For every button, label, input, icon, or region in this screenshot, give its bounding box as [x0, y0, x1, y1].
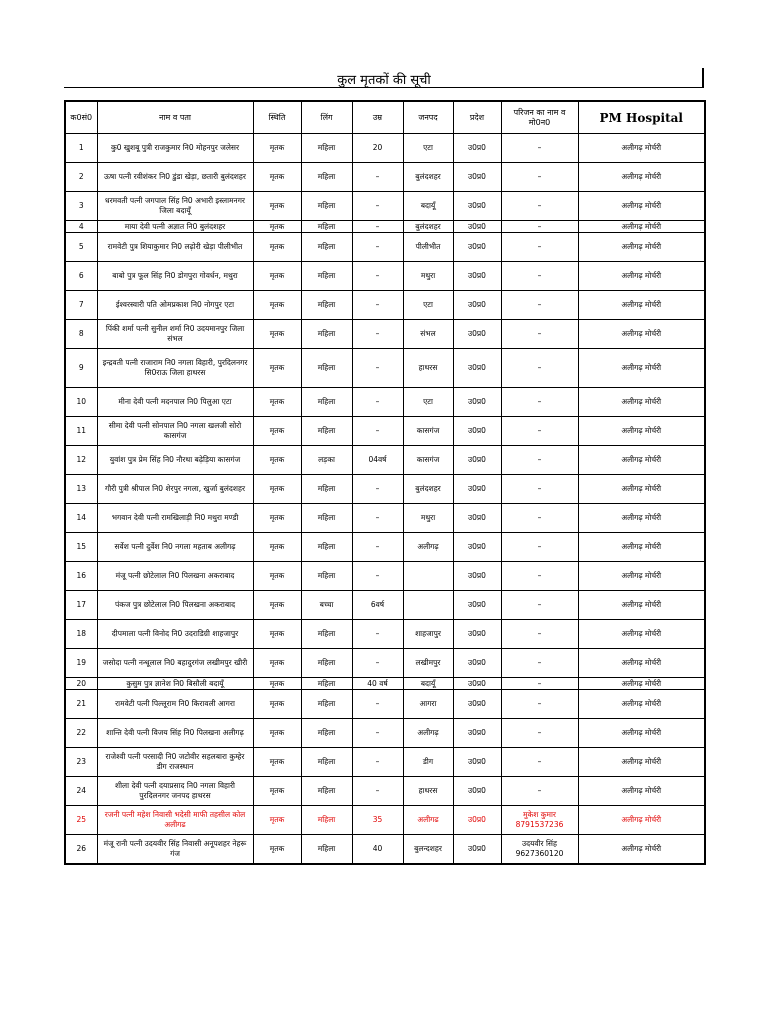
table-row: [65, 221, 705, 233]
row-serial: 18: [65, 620, 97, 649]
row-district: अलीगढ़: [403, 533, 453, 562]
row-serial: 21: [65, 690, 97, 719]
row-age: –: [352, 690, 403, 719]
row-status: मृतक: [253, 262, 301, 291]
table-row: [65, 504, 705, 533]
header-pm-hospital: PM Hospital: [578, 101, 705, 134]
row-gender: महिला: [301, 163, 352, 192]
row-district: बदायूँ: [403, 192, 453, 221]
row-kin: –: [501, 690, 578, 719]
row-age: –: [352, 562, 403, 591]
row-serial: 10: [65, 388, 97, 417]
row-kin: –: [501, 417, 578, 446]
row-serial: 2: [65, 163, 97, 192]
row-district: [403, 591, 453, 620]
row-hospital: अलीगढ़ मोर्चरी: [578, 504, 705, 533]
row-name-address: मंजू पत्नी छोटेलाल नि0 पिलखना अकराबाद: [97, 562, 253, 591]
list-title-bar: [64, 68, 704, 88]
row-kin: –: [501, 504, 578, 533]
row-serial: 9: [65, 349, 97, 388]
row-gender: महिला: [301, 262, 352, 291]
row-gender: महिला: [301, 562, 352, 591]
row-status: मृतक: [253, 221, 301, 233]
row-name-address: शान्ति देवी पत्नी विजय सिंह नि0 पिलखना अलीगढ़: [97, 719, 253, 748]
row-hospital: अलीगढ़ मोर्चरी: [578, 417, 705, 446]
row-kin: –: [501, 192, 578, 221]
table-row: [65, 591, 705, 620]
row-hospital: अलीगढ़ मोर्चरी: [578, 163, 705, 192]
row-serial: 23: [65, 748, 97, 777]
row-state: उ0प्र0: [453, 620, 501, 649]
row-kin: –: [501, 349, 578, 388]
row-district: एटा: [403, 134, 453, 163]
row-district: बुलंदशहर: [403, 221, 453, 233]
row-name-address: मीना देवी पत्नी मदनपाल नि0 पिलुआ एटा: [97, 388, 253, 417]
row-name-address: ईश्वरस्वारी पति ओमप्रकाश नि0 नोगपुर एटा: [97, 291, 253, 320]
row-state: उ0प्र0: [453, 388, 501, 417]
table-row: [65, 349, 705, 388]
header-kin: परिजन का नाम व मो0न0: [501, 101, 578, 134]
table-row: [65, 262, 705, 291]
row-gender: महिला: [301, 748, 352, 777]
row-name-address: जसोदा पत्नी नन्धूलाल नि0 बहादुरगंज लखीमपुर खीरी: [97, 649, 253, 678]
row-state: उ0प्र0: [453, 562, 501, 591]
row-status: मृतक: [253, 591, 301, 620]
row-name-address: रजनी पत्नी महेश निवासी भदेसी माफी तहसील कोल अलीगढ: [97, 806, 253, 835]
row-name-address: दीपमाला पत्नी विनोद नि0 उदराडिग्री शाहजापुर: [97, 620, 253, 649]
row-age: –: [352, 504, 403, 533]
row-name-address: युवांश पुत्र प्रेम सिंह नि0 नौरथा बढ़ेड़िया कासगंज: [97, 446, 253, 475]
row-status: मृतक: [253, 806, 301, 835]
table-row: [65, 806, 705, 835]
row-status: मृतक: [253, 690, 301, 719]
row-name-address: ऊषा पत्नी रवीशंकर नि0 डुंडा खेड़ा, छतारी बुलंदशहर: [97, 163, 253, 192]
row-state: उ0प्र0: [453, 262, 501, 291]
row-serial: 16: [65, 562, 97, 591]
row-serial: 26: [65, 835, 97, 865]
row-serial: 1: [65, 134, 97, 163]
row-age: 40: [352, 835, 403, 865]
row-district: एटा: [403, 291, 453, 320]
row-status: मृतक: [253, 777, 301, 806]
row-kin: –: [501, 649, 578, 678]
row-status: मृतक: [253, 134, 301, 163]
row-district: एटा: [403, 388, 453, 417]
row-state: उ0प्र0: [453, 417, 501, 446]
row-gender: महिला: [301, 533, 352, 562]
row-hospital: अलीगढ़ मोर्चरी: [578, 806, 705, 835]
row-status: मृतक: [253, 562, 301, 591]
table-row: [65, 417, 705, 446]
row-name-address: गौरी पुत्री श्रीपाल नि0 शेरपुर नगला, खुर्जा बुलंदशहर: [97, 475, 253, 504]
row-status: मृतक: [253, 192, 301, 221]
row-gender: महिला: [301, 835, 352, 865]
row-district: बुलन्दशहर: [403, 835, 453, 865]
row-age: –: [352, 620, 403, 649]
row-district: मथुरा: [403, 262, 453, 291]
row-name-address: भगवान देवी पत्नी रामखिलाड़ी नि0 मथुरा मण्डी: [97, 504, 253, 533]
row-serial: 13: [65, 475, 97, 504]
row-name-address: माया देवी पत्नी अज्ञात नि0 बुलंदशहर: [97, 221, 253, 233]
row-state: उ0प्र0: [453, 192, 501, 221]
row-name-address: सीमा देवी पत्नी सोनपाल नि0 नगला खलजी सोरो कासगंज: [97, 417, 253, 446]
row-age: –: [352, 649, 403, 678]
row-district: मथुरा: [403, 504, 453, 533]
row-name-address: कु0 खुशबू पुत्री राजकुमार नि0 मोहनपुर जलेसर: [97, 134, 253, 163]
row-hospital: अलीगढ़ मोर्चरी: [578, 388, 705, 417]
row-kin: –: [501, 262, 578, 291]
row-hospital: अलीगढ़ मोर्चरी: [578, 835, 705, 865]
row-hospital: अलीगढ़ मोर्चरी: [578, 221, 705, 233]
row-serial: 7: [65, 291, 97, 320]
row-age: –: [352, 533, 403, 562]
row-name-address: पिंकी शर्मा पत्नी सुनील शर्मा नि0 उदयमानपुर जिला संभल: [97, 320, 253, 349]
row-name-address: रामवेटी पुत्र शियाकुमार नि0 लढ़ोरी खेड़ा पीलीभीत: [97, 233, 253, 262]
row-status: मृतक: [253, 835, 301, 865]
row-state: उ0प्र0: [453, 291, 501, 320]
row-status: मृतक: [253, 475, 301, 504]
row-status: मृतक: [253, 678, 301, 690]
row-gender: महिला: [301, 134, 352, 163]
row-district: अलीगढ: [403, 806, 453, 835]
row-state: उ0प्र0: [453, 748, 501, 777]
row-age: 40 वर्ष: [352, 678, 403, 690]
row-kin: –: [501, 748, 578, 777]
row-age: –: [352, 163, 403, 192]
row-kin: उदयवीर सिंह 9627360120: [501, 835, 578, 865]
row-kin: –: [501, 446, 578, 475]
row-name-address: बाबो पुत्र फूल सिंह नि0 डोगपुरा गोवर्धन, मथुरा: [97, 262, 253, 291]
table-row: [65, 562, 705, 591]
row-status: मृतक: [253, 649, 301, 678]
row-age: –: [352, 262, 403, 291]
row-district: शाहजापुर: [403, 620, 453, 649]
row-district: डीग: [403, 748, 453, 777]
row-district: बुलंदशहर: [403, 163, 453, 192]
row-state: उ0प्र0: [453, 649, 501, 678]
row-hospital: अलीगढ़ मोर्चरी: [578, 719, 705, 748]
row-gender: महिला: [301, 388, 352, 417]
row-name-address: राजेश्वी पत्नी परसादी नि0 जटोवीर सहलबारा कुम्हेर डीग राजस्थान: [97, 748, 253, 777]
row-gender: महिला: [301, 620, 352, 649]
row-hospital: अलीगढ़ मोर्चरी: [578, 291, 705, 320]
row-kin: –: [501, 163, 578, 192]
row-age: –: [352, 748, 403, 777]
row-state: उ0प्र0: [453, 221, 501, 233]
table-row: [65, 134, 705, 163]
row-state: उ0प्र0: [453, 320, 501, 349]
row-kin: –: [501, 620, 578, 649]
row-serial: 22: [65, 719, 97, 748]
row-age: –: [352, 388, 403, 417]
row-district: संभल: [403, 320, 453, 349]
row-serial: 8: [65, 320, 97, 349]
table-row: [65, 291, 705, 320]
row-serial: 14: [65, 504, 97, 533]
row-gender: महिला: [301, 504, 352, 533]
table-row: [65, 388, 705, 417]
row-state: उ0प्र0: [453, 504, 501, 533]
row-gender: लड़का: [301, 446, 352, 475]
row-hospital: अलीगढ़ मोर्चरी: [578, 748, 705, 777]
row-serial: 4: [65, 221, 97, 233]
row-gender: महिला: [301, 349, 352, 388]
row-state: उ0प्र0: [453, 475, 501, 504]
row-name-address: पंकज पुत्र छोटेलाल नि0 पिलखना अकराबाद: [97, 591, 253, 620]
row-district: [403, 562, 453, 591]
row-district: हाथरस: [403, 777, 453, 806]
row-kin: –: [501, 291, 578, 320]
row-serial: 20: [65, 678, 97, 690]
row-district: अलीगढ़: [403, 719, 453, 748]
row-gender: महिला: [301, 475, 352, 504]
row-gender: महिला: [301, 719, 352, 748]
row-name-address: इन्द्रवती पत्नी राजाराम नि0 नगला विहारी, पुरदिलनगर सि0राऊ जिला हाथरस: [97, 349, 253, 388]
row-age: –: [352, 349, 403, 388]
header-serial: क0सं0: [65, 101, 97, 134]
row-state: उ0प्र0: [453, 134, 501, 163]
row-hospital: अलीगढ़ मोर्चरी: [578, 475, 705, 504]
row-district: पीलीभीत: [403, 233, 453, 262]
row-age: –: [352, 233, 403, 262]
row-hospital: अलीगढ़ मोर्चरी: [578, 620, 705, 649]
row-status: मृतक: [253, 446, 301, 475]
row-name-address: रामवेटी पत्नी पिल्लूराम नि0 किरावली आगरा: [97, 690, 253, 719]
row-gender: महिला: [301, 221, 352, 233]
row-kin: –: [501, 320, 578, 349]
row-state: उ0प्र0: [453, 777, 501, 806]
row-district: कासगंज: [403, 446, 453, 475]
table-row: [65, 192, 705, 221]
header-status: स्थिति: [253, 101, 301, 134]
row-state: उ0प्र0: [453, 446, 501, 475]
row-hospital: अलीगढ़ मोर्चरी: [578, 690, 705, 719]
row-serial: 19: [65, 649, 97, 678]
table-row: [65, 475, 705, 504]
row-status: मृतक: [253, 320, 301, 349]
table-row: [65, 777, 705, 806]
row-age: –: [352, 192, 403, 221]
row-serial: 25: [65, 806, 97, 835]
row-serial: 24: [65, 777, 97, 806]
row-hospital: अलीगढ़ मोर्चरी: [578, 262, 705, 291]
header-name-address: नाम व पता: [97, 101, 253, 134]
row-age: –: [352, 291, 403, 320]
row-hospital: अलीगढ़ मोर्चरी: [578, 591, 705, 620]
row-state: उ0प्र0: [453, 349, 501, 388]
row-hospital: अलीगढ़ मोर्चरी: [578, 349, 705, 388]
row-gender: महिला: [301, 678, 352, 690]
row-kin: –: [501, 475, 578, 504]
row-age: 20: [352, 134, 403, 163]
row-serial: 3: [65, 192, 97, 221]
row-hospital: अलीगढ़ मोर्चरी: [578, 134, 705, 163]
row-kin: –: [501, 777, 578, 806]
table-row: [65, 320, 705, 349]
row-serial: 15: [65, 533, 97, 562]
row-district: बदायूँ: [403, 678, 453, 690]
row-hospital: अलीगढ़ मोर्चरी: [578, 649, 705, 678]
row-district: आगरा: [403, 690, 453, 719]
row-gender: महिला: [301, 690, 352, 719]
row-gender: महिला: [301, 320, 352, 349]
row-age: –: [352, 777, 403, 806]
table-row: [65, 620, 705, 649]
row-hospital: अलीगढ़ मोर्चरी: [578, 320, 705, 349]
row-kin: –: [501, 719, 578, 748]
row-status: मृतक: [253, 620, 301, 649]
row-kin: मुकेश कुमार 8791537236: [501, 806, 578, 835]
row-status: मृतक: [253, 504, 301, 533]
row-age: –: [352, 221, 403, 233]
table-row: [65, 446, 705, 475]
row-serial: 5: [65, 233, 97, 262]
row-kin: –: [501, 533, 578, 562]
row-kin: –: [501, 562, 578, 591]
row-hospital: अलीगढ़ मोर्चरी: [578, 192, 705, 221]
row-serial: 11: [65, 417, 97, 446]
row-district: लखीमपुर: [403, 649, 453, 678]
row-serial: 6: [65, 262, 97, 291]
row-kin: –: [501, 388, 578, 417]
row-gender: महिला: [301, 649, 352, 678]
table-row: [65, 719, 705, 748]
row-gender: महिला: [301, 777, 352, 806]
row-state: उ0प्र0: [453, 678, 501, 690]
table-row: [65, 163, 705, 192]
row-age: –: [352, 475, 403, 504]
row-gender: महिला: [301, 233, 352, 262]
row-state: उ0प्र0: [453, 835, 501, 865]
row-name-address: मंजू रानी पत्नी उदयवीर सिंह निवासी अनूपशहर नेहरू गंज: [97, 835, 253, 865]
row-hospital: अलीगढ़ मोर्चरी: [578, 233, 705, 262]
row-district: बुलंदशहर: [403, 475, 453, 504]
row-status: मृतक: [253, 349, 301, 388]
row-gender: महिला: [301, 806, 352, 835]
row-name-address: शीला देवी पत्नी दयाप्रसाद नि0 नगला विहारी पुरदिलनगर जनपद हाथरस: [97, 777, 253, 806]
header-district: जनपद: [403, 101, 453, 134]
row-state: उ0प्र0: [453, 163, 501, 192]
row-state: उ0प्र0: [453, 233, 501, 262]
row-gender: महिला: [301, 417, 352, 446]
row-age: 6वर्ष: [352, 591, 403, 620]
row-hospital: अलीगढ़ मोर्चरी: [578, 678, 705, 690]
row-status: मृतक: [253, 533, 301, 562]
row-district: हाथरस: [403, 349, 453, 388]
row-kin: –: [501, 678, 578, 690]
row-age: 04वर्ष: [352, 446, 403, 475]
row-status: मृतक: [253, 388, 301, 417]
row-age: 35: [352, 806, 403, 835]
row-serial: 17: [65, 591, 97, 620]
row-kin: –: [501, 233, 578, 262]
table-row: [65, 649, 705, 678]
title-underline: [64, 87, 704, 88]
table-row: [65, 748, 705, 777]
table-header-row: [65, 101, 705, 134]
table-row: [65, 690, 705, 719]
row-state: उ0प्र0: [453, 806, 501, 835]
row-name-address: सर्वेश पत्नी दुर्वेश नि0 नगला महताब अलीगढ़: [97, 533, 253, 562]
header-state: प्रदेश: [453, 101, 501, 134]
table-row: [65, 233, 705, 262]
row-name-address: कुसुम पुत्र ज्ञानेश नि0 बिसौली बदायूँ: [97, 678, 253, 690]
row-state: उ0प्र0: [453, 690, 501, 719]
row-age: –: [352, 320, 403, 349]
row-status: मृतक: [253, 748, 301, 777]
row-hospital: अलीगढ़ मोर्चरी: [578, 533, 705, 562]
row-kin: –: [501, 134, 578, 163]
row-state: उ0प्र0: [453, 719, 501, 748]
row-hospital: अलीगढ़ मोर्चरी: [578, 777, 705, 806]
row-gender: महिला: [301, 291, 352, 320]
row-state: उ0प्र0: [453, 533, 501, 562]
table-row: [65, 678, 705, 690]
header-gender: लिंग: [301, 101, 352, 134]
table-row: [65, 835, 705, 865]
page-title: कुल मृतकों की सूची: [337, 73, 431, 88]
row-kin: –: [501, 221, 578, 233]
row-district: कासगंज: [403, 417, 453, 446]
title-right-border: [702, 68, 704, 88]
row-status: मृतक: [253, 291, 301, 320]
row-age: –: [352, 417, 403, 446]
row-status: मृतक: [253, 163, 301, 192]
row-name-address: धरमवती पत्नी जगपाल सिंह नि0 अभारी इस्लामनगर जिला बदायूँ: [97, 192, 253, 221]
row-status: मृतक: [253, 417, 301, 446]
row-age: –: [352, 719, 403, 748]
deceased-table: [64, 100, 706, 865]
row-kin: –: [501, 591, 578, 620]
row-gender: महिला: [301, 192, 352, 221]
row-serial: 12: [65, 446, 97, 475]
header-age: उम्र: [352, 101, 403, 134]
row-hospital: अलीगढ़ मोर्चरी: [578, 446, 705, 475]
row-gender: बच्चा: [301, 591, 352, 620]
row-hospital: अलीगढ़ मोर्चरी: [578, 562, 705, 591]
row-status: मृतक: [253, 719, 301, 748]
row-status: मृतक: [253, 233, 301, 262]
row-state: उ0प्र0: [453, 591, 501, 620]
table-row: [65, 533, 705, 562]
